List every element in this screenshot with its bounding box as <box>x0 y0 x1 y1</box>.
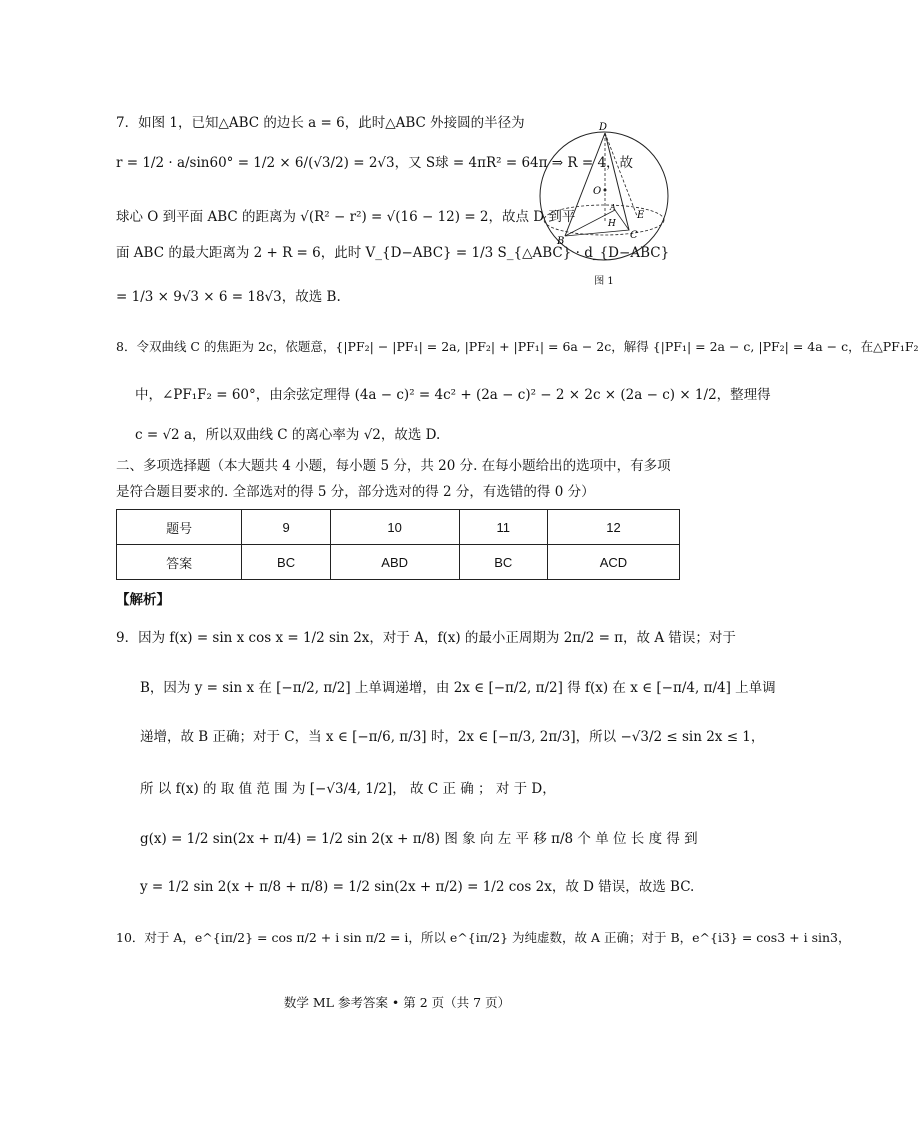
q9-line-6: y = 1/2 sin 2(x + π/8 + π/8) = 1/2 sin(2x + π/2) = 1/2 cos 2x，故 D 错误，故选 BC. <box>140 879 695 895</box>
fig-label-b: B <box>557 236 565 247</box>
q10-line-1: 10．对于 A，e^{iπ/2} = cos π/2 + i sin π/2 = i，所以 e^{iπ/2} 为纯虚数，故 A 正确；对于 B，e^{i3} = cos3 + i sin3， <box>116 930 851 945</box>
figure-caption: 图 1 <box>594 276 614 287</box>
q8-line-3: c = √2 a，所以双曲线 C 的离心率为 √2，故选 D. <box>135 427 441 443</box>
table-cell: 12 <box>547 510 679 545</box>
answer-table <box>116 509 680 580</box>
fig-label-e: E <box>637 210 645 221</box>
figure-1 <box>537 120 671 290</box>
q7-line-4: 面 ABC 的最大距离为 2 + R = 6，此时 V_{D−ABC} = 1/3 S_{△ABC} · d_{D−ABC} <box>116 245 670 261</box>
table-cell: 10 <box>330 510 459 545</box>
table-cell: BC <box>242 545 330 580</box>
fig-label-d: D <box>599 122 608 133</box>
table-row <box>117 510 680 545</box>
q8-line-2: 中，∠PF₁F₂ = 60°，由余弦定理得 (4a − c)² = 4c² + (2a − c)² − 2 × 2c × (2a − c) × 1/2，整理得 <box>135 387 771 403</box>
table-cell: BC <box>459 545 547 580</box>
q9-line-1: 9．因为 f(x) = sin x cos x = 1/2 sin 2x，对于 A，f(x) 的最小正周期为 2π/2 = π，故 A 错误；对于 <box>116 630 736 646</box>
table-cell: ABD <box>330 545 459 580</box>
table-answer-label: 答案 <box>117 545 242 580</box>
table-header-label: 题号 <box>117 510 242 545</box>
q7-line-5: = 1/3 × 9√3 × 6 = 18√3，故选 B. <box>116 289 341 305</box>
q9-line-3: 递增，故 B 正确；对于 C，当 x ∈ [−π/6, π/3] 时，2x ∈ [−π/3, 2π/3]，所以 −√3/2 ≤ sin 2x ≤ 1， <box>140 729 765 745</box>
table-row <box>117 545 680 580</box>
fig-label-h: H <box>608 219 616 229</box>
q7-line-1: 7．如图 1，已知△ABC 的边长 a = 6，此时△ABC 外接圆的半径为 <box>116 115 525 131</box>
q9-line-4: 所 以 f(x) 的 取 值 范 围 为 [−√3/4, 1/2]， 故 C 正 确 ； 对 于 D， <box>140 781 556 797</box>
q7-line-2: r = 1/2 · a/sin60° = 1/2 × 6/(√3/2) = 2√3，又 S球 = 4πR² = 64π ⇒ R = 4，故 <box>116 155 634 171</box>
sphere-diagram <box>537 120 671 270</box>
analysis-heading: 【解析】 <box>116 592 170 608</box>
fig-label-c: C <box>630 230 638 241</box>
fig-label-o: O <box>593 186 602 197</box>
q7-line-3: 球心 O 到平面 ABC 的距离为 √(R² − r²) = √(16 − 12) = 2，故点 D 到平 <box>116 209 576 225</box>
fig-label-a: A <box>610 203 616 212</box>
table-cell: ACD <box>547 545 679 580</box>
section-2-heading-line-1: 二、多项选择题（本大题共 4 小题，每小题 5 分，共 20 分. 在每小题给出的选项中，有多项 <box>116 458 671 474</box>
table-cell: 9 <box>242 510 330 545</box>
page-footer: 数学 ML 参考答案 • 第 2 页（共 7 页） <box>283 995 511 1010</box>
q9-line-2: B，因为 y = sin x 在 [−π/2, π/2] 上单调递增，由 2x ∈ [−π/2, π/2] 得 f(x) 在 x ∈ [−π/4, π/4] 上单调 <box>140 680 776 696</box>
table-cell: 11 <box>459 510 547 545</box>
q9-line-5: g(x) = 1/2 sin(2x + π/4) = 1/2 sin 2(x + π/8) 图 象 向 左 平 移 π/8 个 单 位 长 度 得 到 <box>140 831 698 847</box>
section-2-heading-line-2: 是符合题目要求的. 全部选对的得 5 分，部分选对的得 2 分，有选错的得 0 分） <box>116 484 595 500</box>
q8-line-1: 8．令双曲线 C 的焦距为 2c，依题意，{|PF₂| − |PF₁| = 2a, |PF₂| + |PF₁| = 6a − 2c，解得 {|PF₁| = 2a − c, |PF₂| = 4a − c，在△PF₁F₂ <box>116 339 919 354</box>
